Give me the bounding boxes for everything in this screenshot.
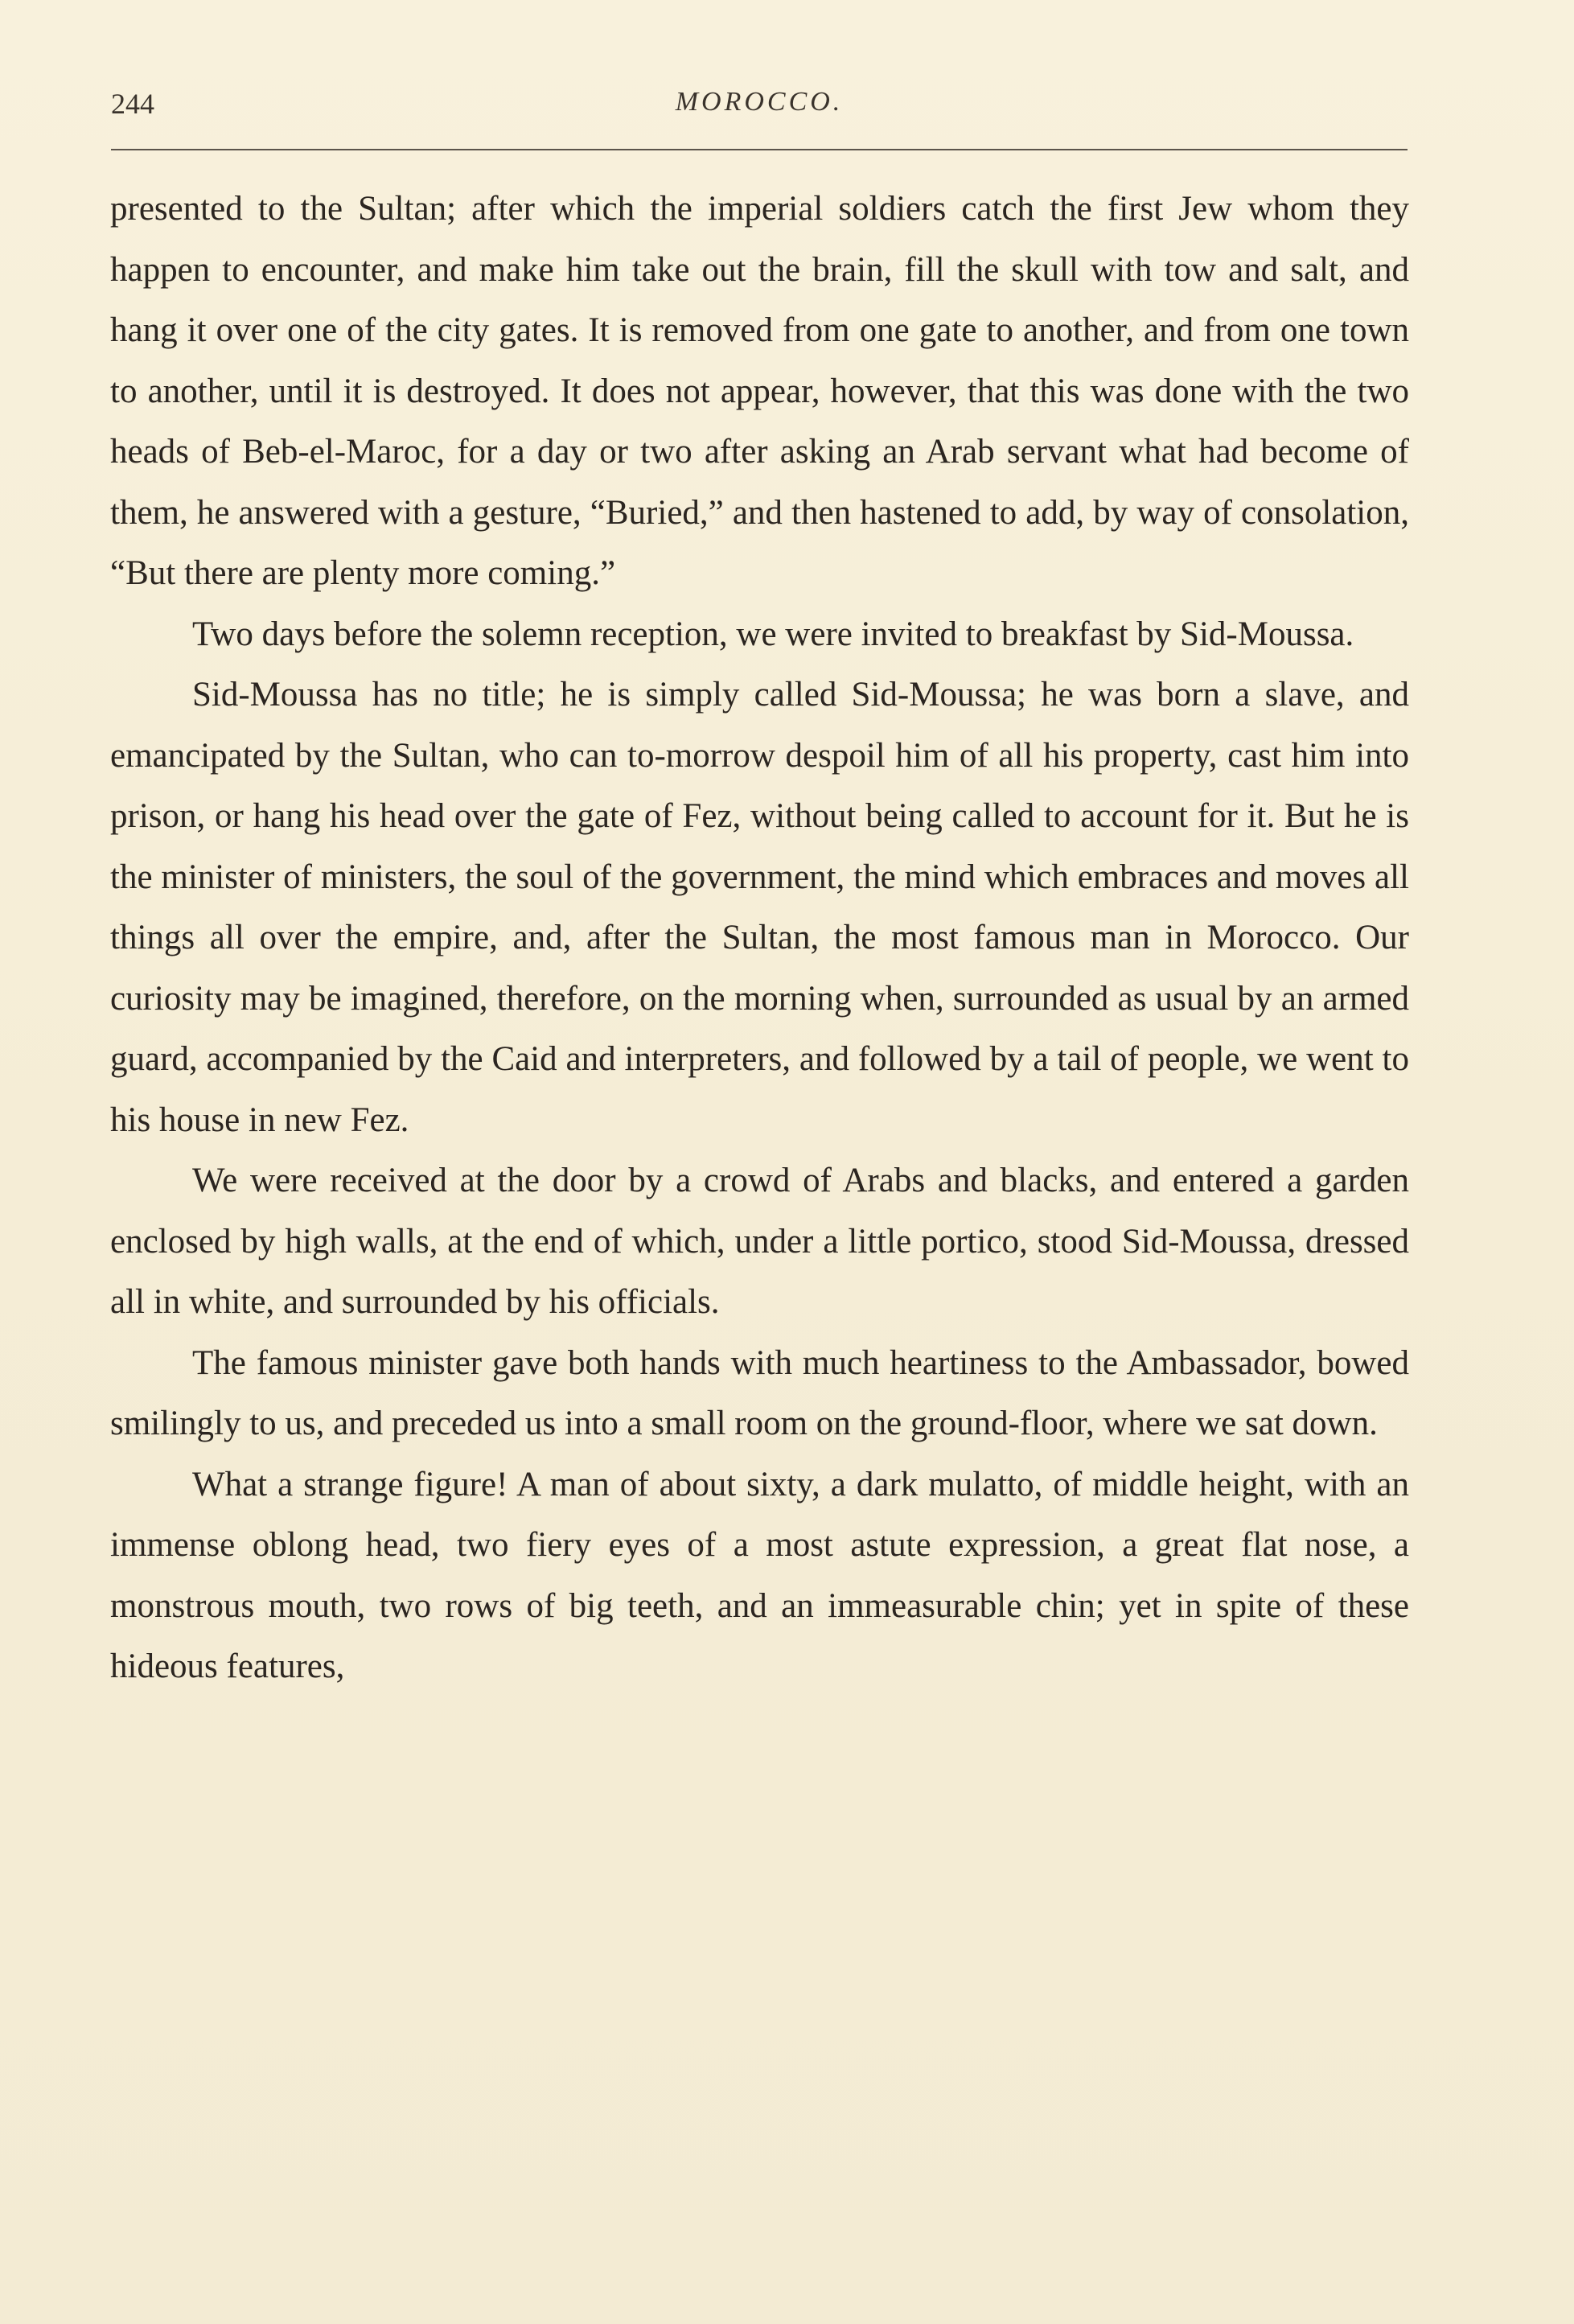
body-text	[110, 179, 1409, 1697]
header-rule	[111, 149, 1408, 150]
paragraph-reception: We were received at the door by a crowd of Arabs and blacks, and entered a garden enclosed by high walls, at the end of which, under a little portico, stood Sid-Moussa, dressed all in white, and surrounded by his officials.	[110, 1162, 1409, 1321]
running-head	[111, 87, 1408, 135]
paragraph-sid-moussa: Sid-Moussa has no title; he is simply called Sid-Moussa; he was born a slave, and emancipated by the Sultan, who can to-morrow despoil him of all his property, cast him into prison, or hang his head over the gate of Fez, without being called to account for it. But he is the minister of ministers, the soul of the government, the mind which embraces and moves all things all over the empire, and, after the Sultan, the most famous man in Morocco. Our curiosity may be imagined, therefore, on the morning when, surrounded as usual by an armed guard, accompanied by the Caid and interpreters, and followed by a tail of people, we went to his house in new Fez.	[110, 676, 1409, 1139]
paragraph-continued: presented to the Sultan; after which the imperial soldiers catch the first Jew whom they happen to encounter, and make him take out the brain, fill the skull with tow and salt, and hang it over one of the city gates. It is removed from one gate to another, and from one town to another, until it is destroyed. It does not appear, however, that this was done with the two heads of Beb-el-Maroc, for a day or two after asking an Arab servant what had become of them, he answered with a gesture, “Buried,” and then hastened to add, by way of consolation, “But there are plenty more coming.”	[110, 190, 1409, 592]
paragraph-invitation: Two days before the solemn reception, we were invited to breakfast by Sid-Moussa.	[192, 615, 1354, 653]
page-number: 244	[111, 88, 154, 120]
paragraph-greeting: The famous minister gave both hands with much heartiness to the Ambassador, bowed smilingly to us, and preceded us into a small room on the ground-floor, where we sat down.	[110, 1343, 1409, 1442]
running-title: MOROCCO.	[675, 87, 844, 117]
paragraph-description: What a strange figure! A man of about sixty, a dark mulatto, of middle height, with an immense oblong head, two fiery eyes of a most astute expression, a great flat nose, a monstrous mouth, two rows of big teeth, and an immeasurable chin; yet in spite of these hideous features,	[110, 1465, 1409, 1685]
